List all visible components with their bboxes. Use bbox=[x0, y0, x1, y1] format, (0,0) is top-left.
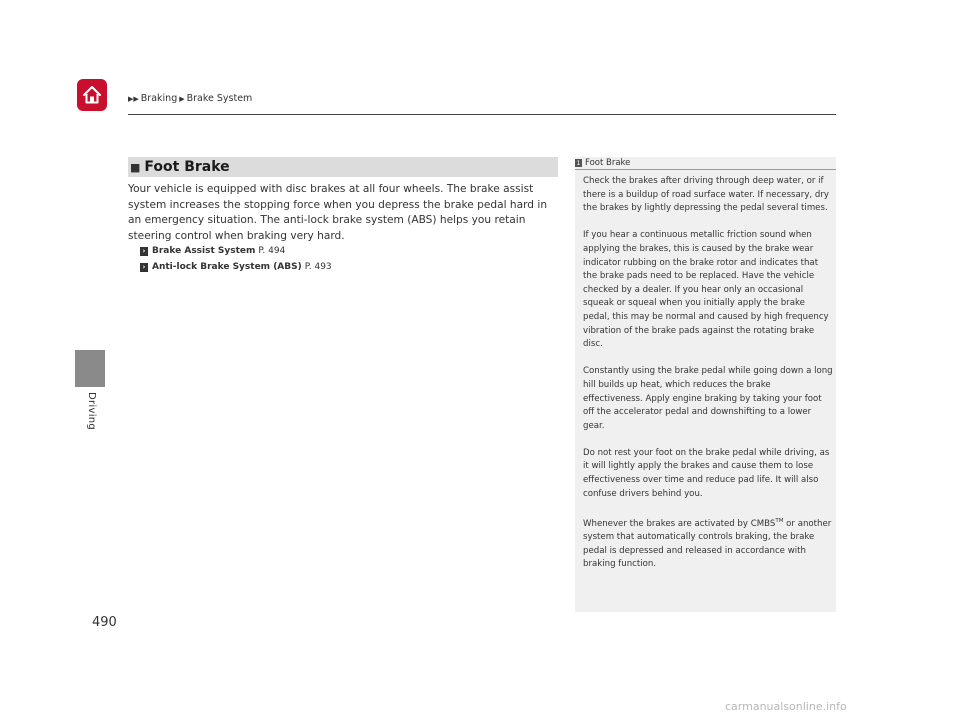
xref-brake-assist[interactable] bbox=[140, 243, 332, 259]
xref-title: Anti-lock Brake System (ABS) bbox=[152, 262, 302, 272]
breadcrumb-item-brake-system[interactable]: Brake System bbox=[186, 93, 253, 104]
xref-abs[interactable] bbox=[140, 259, 332, 275]
note-paragraph: Constantly using the brake pedal while going down a long hill builds up heat, which reduces the brake effectiveness. Apply engine braking by taking your foot off the accelerator pedal and downshifting to a lower gear. bbox=[583, 366, 833, 431]
note-paragraph: If you hear a continuous metallic friction sound when applying the brakes, this is caused by the brake wear indicator rubbing on the brake rotor and indicates that the brake pads need to be replaced. Have the vehicle checked by a dealer. If you hear only an occasional squeak or squeal when you initially apply the brake pedal, this may be normal and caused by high frequency vibration of the brake pads against the rotating brake disc. bbox=[583, 230, 829, 350]
note-marker-icon: 1 bbox=[576, 159, 581, 167]
section-title: Foot Brake bbox=[144, 159, 230, 175]
header-divider bbox=[128, 114, 836, 115]
chapter-tab[interactable] bbox=[75, 350, 105, 387]
reference-arrow-icon: › bbox=[140, 263, 148, 272]
trademark-superscript: TM bbox=[775, 517, 784, 524]
breadcrumb-arrow-icon: ▶ bbox=[179, 94, 185, 103]
body-paragraph: Your vehicle is equipped with disc brakes at all four wheels. The brake assist system increases the stopping force when you depress the brake pedal hard in an emergency situation. The anti-lock brake system (ABS) helps you retain steering control when braking very hard. bbox=[128, 183, 548, 242]
note-text: Whenever the brakes are activated by CMBS bbox=[583, 518, 776, 529]
note-header bbox=[575, 158, 630, 168]
note-panel bbox=[575, 157, 836, 612]
xref-page: P. 493 bbox=[304, 262, 332, 272]
breadcrumb-arrow-icon: ▶▶ bbox=[128, 94, 139, 103]
breadcrumb bbox=[128, 93, 252, 104]
page-number: 490 bbox=[92, 615, 117, 630]
reference-arrow-icon: › bbox=[140, 247, 148, 256]
section-heading bbox=[128, 157, 558, 177]
xref-page: P. 494 bbox=[258, 246, 286, 256]
note-paragraph: Check the brakes after driving through deep water, or if there is a buildup of road surface water. If necessary, dry the brakes by lightly depressing the pedal several times. bbox=[583, 176, 829, 214]
cross-references bbox=[140, 243, 332, 275]
note-paragraph bbox=[583, 515, 833, 572]
section-square-icon: ■ bbox=[130, 160, 141, 174]
breadcrumb-item-braking[interactable]: Braking bbox=[140, 93, 178, 104]
note-divider bbox=[575, 169, 836, 170]
xref-title: Brake Assist System bbox=[152, 246, 256, 256]
home-icon bbox=[81, 84, 103, 106]
note-paragraph: Do not rest your foot on the brake pedal while driving, as it will lightly apply the brakes and cause them to lose effectiveness over time and reduce pad life. It will also confuse drivers behind you. bbox=[583, 447, 830, 499]
note-body bbox=[583, 175, 833, 586]
home-button[interactable] bbox=[77, 79, 107, 111]
note-text: or another system that automatically controls braking, the brake pedal is depressed and released in accordance with braking function. bbox=[583, 518, 832, 570]
watermark: carmanualsonline.info bbox=[725, 700, 847, 713]
note-title: Foot Brake bbox=[585, 158, 631, 168]
chapter-label: Driving bbox=[86, 392, 97, 431]
